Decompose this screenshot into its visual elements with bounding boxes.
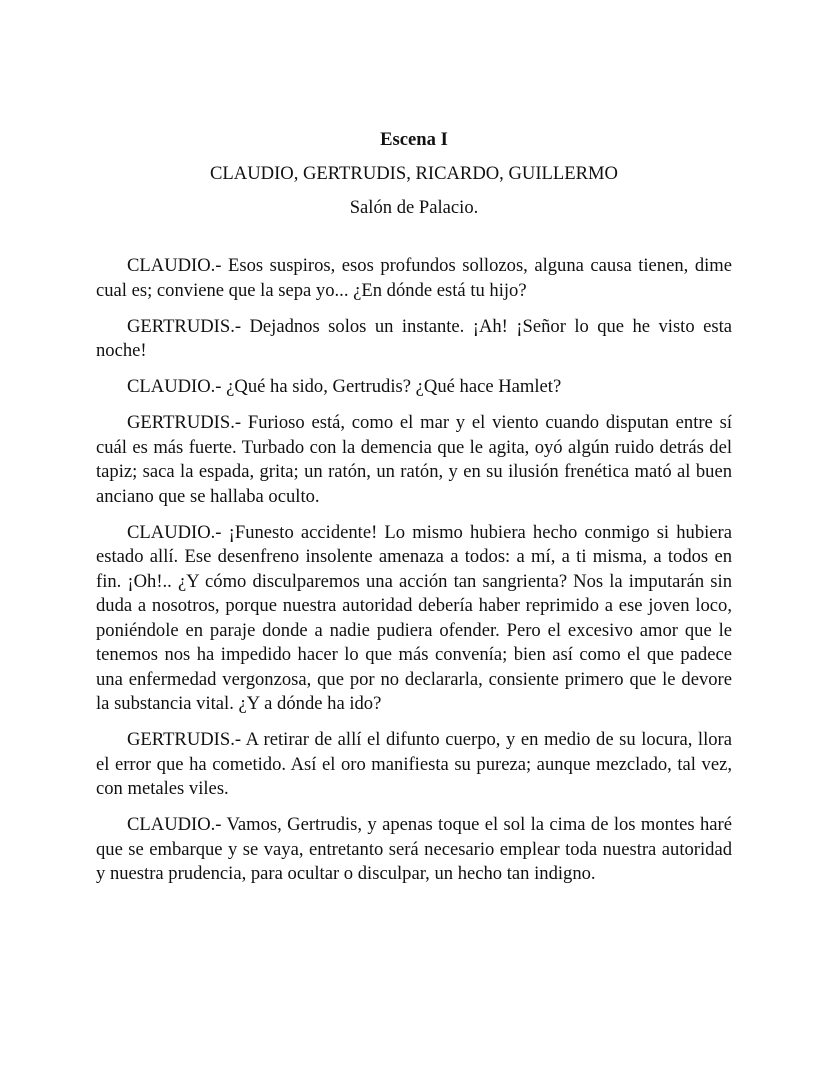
dialogue — [96, 254, 732, 887]
scene-setting: Salón de Palacio. — [349, 197, 479, 218]
speech-paragraph: GERTRUDIS.- A retirar de allí el difunto cuerpo, y en medio de su locura, llora el error que ha cometido. Así el oro manifiesta su pureza; aunque mezclado, tal vez, con metales viles. — [96, 729, 732, 799]
document-page — [96, 126, 732, 898]
speech-paragraph: CLAUDIO.- ¿Qué ha sido, Gertrudis? ¿Qué hace Hamlet? — [127, 376, 562, 397]
scene-title: Escena I — [380, 129, 448, 150]
speech-paragraph: CLAUDIO.- Esos suspiros, esos profundos sollozos, alguna causa tienen, dime cual es; conviene que la sepa yo... ¿En dónde está tu hijo? — [96, 255, 732, 301]
speech-paragraph: CLAUDIO.- Vamos, Gertrudis, y apenas toque el sol la cima de los montes haré que se embarque y se vaya, entretanto será necesario emplear toda nuestra autoridad y nuestra prudencia, para ocultar o disculpar, un hecho tan indigno. — [96, 814, 732, 884]
speech-paragraph: GERTRUDIS.- Furioso está, como el mar y el viento cuando disputan entre sí cuál es más fuerte. Turbado con la demencia que le agita, oyó algún ruido detrás del tapiz; saca la espada, grita; un ratón, un ratón, y en su ilusión frenética mató al buen anciano que se hallaba oculto. — [96, 412, 732, 507]
scene-characters: CLAUDIO, GERTRUDIS, RICARDO, GUILLERMO — [210, 163, 618, 184]
speech-paragraph: CLAUDIO.- ¡Funesto accidente! Lo mismo hubiera hecho conmigo si hubiera estado allí. Ese desenfreno insolente amenaza a todos: a mí, a ti misma, a todos en fin. ¡Oh!.. ¿Y cómo disculparemos una acción tan sangrienta? Nos la imputarán sin duda a nosotros, porque nuestra autoridad debería haber reprimido a ese joven loco, poniéndole en paraje donde a nadie pudiera ofender. Pero el excesivo amor que le tenemos nos ha impedido hacer lo que más convenía; bien así como el que padece una enfermedad vergonzosa, que por no declararla, consiente primero que le devore la substancia vital. ¿Y a dónde ha ido? — [96, 521, 732, 714]
speech-paragraph: GERTRUDIS.- Dejadnos solos un instante. ¡Ah! ¡Señor lo que he visto esta noche! — [96, 315, 732, 361]
